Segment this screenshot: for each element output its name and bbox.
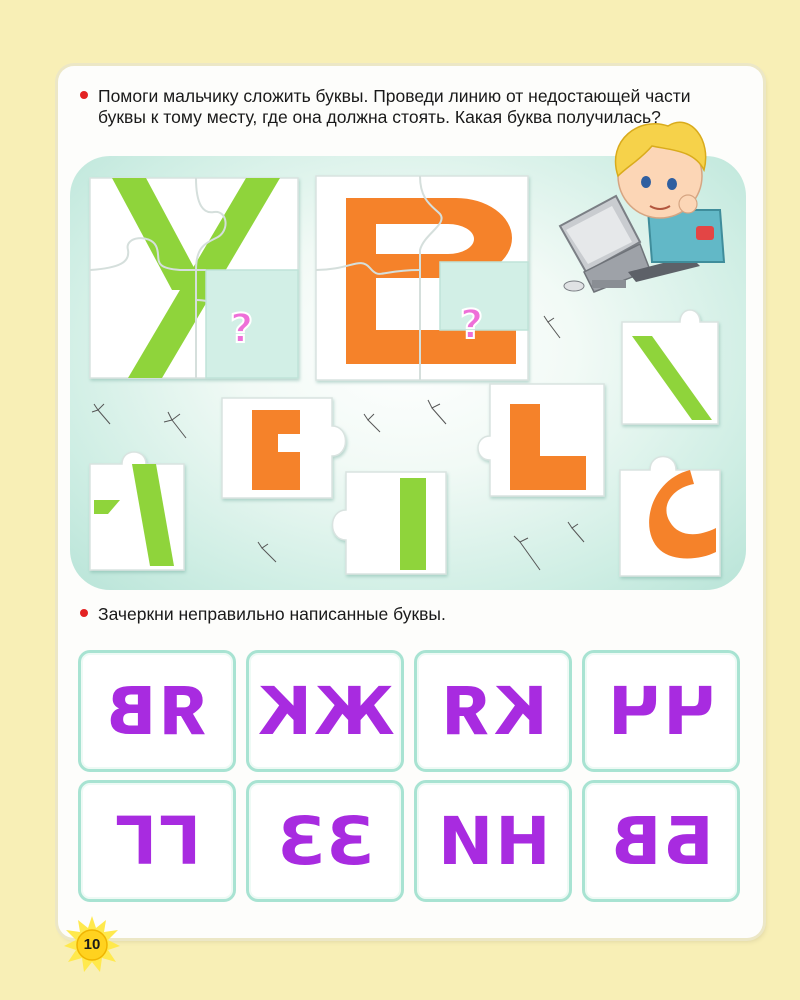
puzzle-letter-u: [90, 178, 298, 378]
puzzle-piece-green-2[interactable]: [90, 452, 184, 570]
puzzle-piece-green-3[interactable]: [333, 472, 447, 574]
letter-pair: НИ: [435, 802, 551, 880]
page-number: 10: [83, 935, 101, 953]
letter-tile[interactable]: [414, 780, 572, 902]
letter-tile[interactable]: [246, 780, 404, 902]
letter-pair: ГГ: [112, 802, 202, 880]
puzzle-piece-green-1[interactable]: [622, 310, 718, 424]
task-1-text: Помоги мальчику сложить буквы. Проведи линию от недостающей части буквы к тому месту, где она должна стоять. Какая буква получилась?: [98, 86, 691, 127]
letter-tile[interactable]: [78, 780, 236, 902]
letter-pair: ЯВ: [104, 672, 210, 750]
question-mark-icon: ?: [230, 306, 254, 352]
missing-piece-slot: [440, 262, 528, 330]
puzzle-piece-orange-2[interactable]: [222, 398, 346, 498]
letter-tile[interactable]: [414, 650, 572, 772]
task-2-text: Зачеркни неправильно написанные буквы.: [98, 604, 446, 624]
letter-tile[interactable]: [582, 650, 740, 772]
letter-tile[interactable]: [78, 650, 236, 772]
puzzle-piece-orange-3[interactable]: [620, 457, 720, 577]
letter-tile[interactable]: [246, 650, 404, 772]
question-mark-icon: ?: [460, 302, 484, 348]
letter-pair: ЖК: [255, 672, 395, 750]
puzzle-letter-v: [316, 176, 528, 380]
letter-pair: КЯ: [438, 672, 548, 750]
puzzle-piece-orange-1[interactable]: [478, 384, 604, 496]
letter-pair: ЧЧ: [605, 672, 717, 750]
letter-pair: БВ: [608, 802, 714, 880]
boy-at-computer-illustration: [560, 122, 724, 292]
letter-tile[interactable]: [582, 780, 740, 902]
bullet-icon: [80, 609, 88, 617]
letter-pair: ЗЗ: [276, 802, 374, 880]
